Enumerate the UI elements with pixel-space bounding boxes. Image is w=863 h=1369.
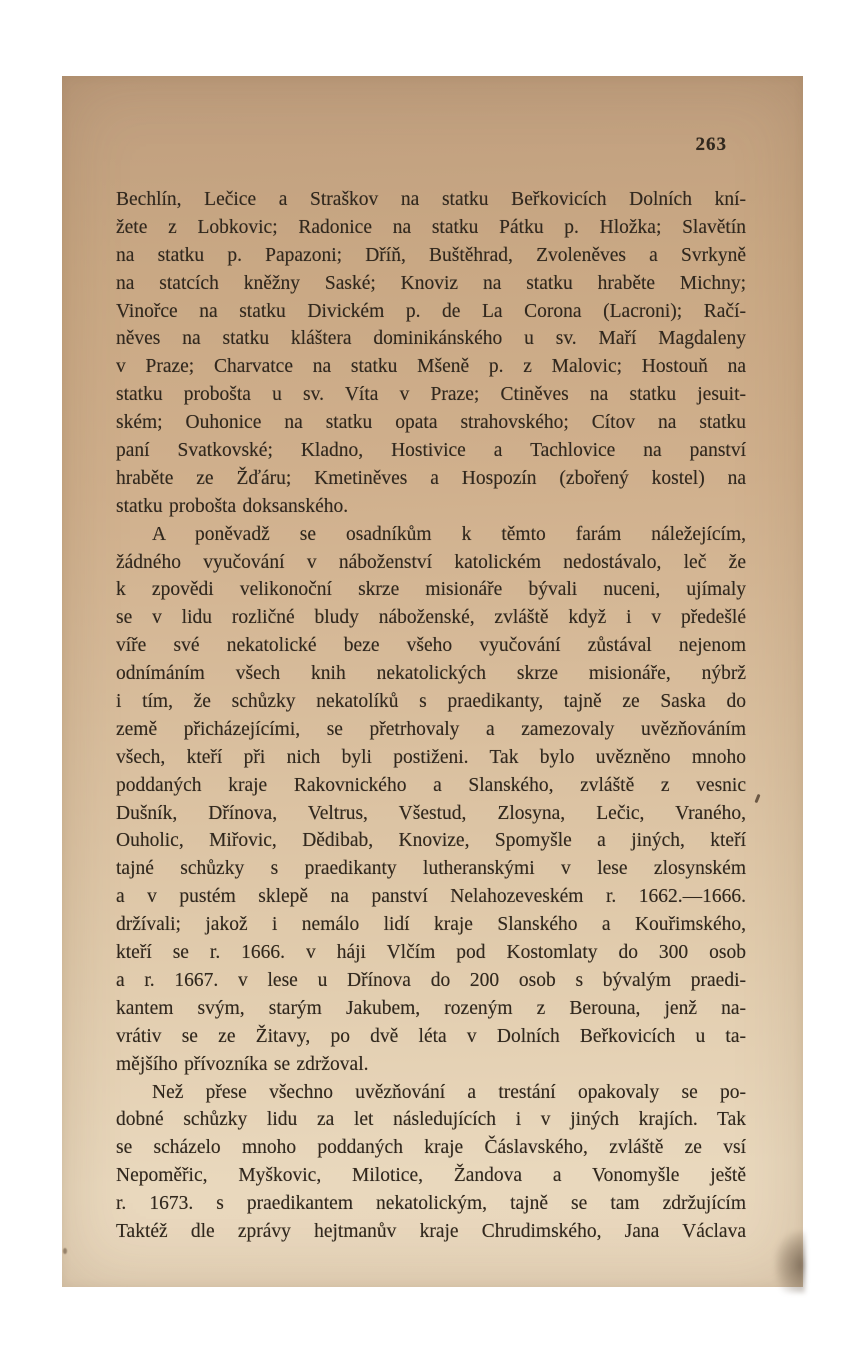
text-line: Taktéž dle zprávy hejtmanův kraje Chrudimského, Jana Václava [116, 1220, 746, 1242]
text-line: tajné schůzky s praedikanty lutheranskými v lese zlosynském [116, 858, 746, 880]
text-line: a v pustém sklepě na panství Nelahozeveském r. 1662.—1666. [116, 886, 746, 908]
text-line: Dušník, Dřínova, Veltrus, Všestud, Zlosyna, Lečic, Vraného, [116, 802, 746, 824]
text-line: paní Svatkovské; Kladno, Hostivice a Tachlovice na panství [116, 440, 746, 462]
text-line: na statcích kněžny Saské; Knoviz na statku hraběte Michny; [116, 272, 746, 294]
text-line: kantem svým, starým Jakubem, rozeným z Berouna, jenž na- [116, 997, 746, 1019]
text-line: a r. 1667. v lese u Dřínova do 200 osob s bývalým praedi- [116, 969, 746, 991]
text-line: se scházelo mnoho poddaných kraje Čáslavského, zvláště ze vsí [116, 1137, 746, 1159]
text-line: statku probošta doksanského. [116, 495, 349, 517]
text-line: se v lidu rozličné bludy náboženské, zvláště když i v předešlé [116, 607, 746, 629]
text-line: země přicházejícími, se přetrhovaly a zamezovaly uvězňováním [116, 718, 746, 740]
text-line: žádného vyučování v náboženství katolickém nedostávalo, leč že [116, 551, 746, 573]
text-line: kteří se r. 1666. v háji Vlčím pod Kostomlaty do 300 osob [116, 942, 746, 964]
text-line: poddaných kraje Rakovnického a Slanského, zvláště z vesnic [116, 774, 746, 796]
text-line: na statku p. Papazoni; Dříň, Buštěhrad, Zvoleněves a Svrkyně [116, 244, 746, 266]
text-line: mějšího přívozníka se zdržoval. [116, 1053, 369, 1075]
text-line: hraběte ze Žďáru; Kmetiněves a Hospozín (zbořený kostel) na [116, 467, 746, 489]
text-line: vrátiv se ze Žitavy, po dvě léta v Dolních Beřkovicích u ta- [116, 1025, 746, 1047]
text-line: statku probošta u sv. Víta v Praze; Ctiněves na statku jesuit- [116, 384, 746, 406]
text-line: v Praze; Charvatce na statku Mšeně p. z Malovic; Hostouň na [116, 356, 746, 378]
margin-mark-artifact [754, 794, 760, 803]
paragraph-2 [116, 521, 746, 1079]
text-line: něves na statku kláštera dominikánského u sv. Maří Magdaleny [116, 328, 746, 350]
text-line: r. 1673. s praedikantem nekatolickým, tajně se tam zdržujícím [116, 1193, 746, 1215]
text-line: všech, kteří při nich byli postiženi. Tak bylo uvězněno mnoho [116, 746, 746, 768]
paragraph-3 [116, 1079, 746, 1246]
text-line: k zpovědi velikonoční skrze misionáře bývali nuceni, ujímaly [116, 579, 746, 601]
book-page [62, 76, 803, 1287]
text-block [116, 186, 746, 1246]
left-speck-artifact [63, 1248, 67, 1254]
text-line: víře své nekatolické beze všeho vyučování zůstával nejenom [116, 635, 746, 657]
text-line: Bechlín, Lečice a Straškov na statku Beřkovicích Dolních kní- [116, 189, 746, 210]
paragraph-1 [116, 186, 746, 521]
text-line: A poněvadž se osadníkům k těmto farám náležejícím, [152, 523, 746, 545]
edge-smudge-artifact [775, 1231, 805, 1293]
text-line: dobné schůzky lidu za let následujících i v jiných krajích. Tak [116, 1109, 746, 1131]
text-line: i tím, že schůzky nekatolíků s praedikanty, tajně ze Saska do [116, 691, 746, 713]
page-number: 263 [695, 134, 727, 155]
text-line: Vinořce na statku Divickém p. de La Corona (Lacroni); Račí- [116, 300, 746, 322]
text-line: Nepoměřic, Myškovic, Milotice, Žandova a Vonomyšle ještě [116, 1165, 746, 1187]
text-line: žete z Lobkovic; Radonice na statku Pátku p. Hložka; Slavětín [116, 216, 746, 238]
text-line: Ouholic, Miřovic, Dědibab, Knovize, Spomyšle a jiných, kteří [116, 830, 746, 852]
text-line: odnímáním všech knih nekatolických skrze misionáře, nýbrž [116, 663, 746, 685]
text-line: Než přese všechno uvězňování a trestání opakovaly se po- [152, 1081, 746, 1103]
text-line: držívali; jakož i nemálo lidí kraje Slanského a Kouřimského, [116, 914, 746, 936]
text-line: ském; Ouhonice na statku opata strahovského; Cítov na statku [116, 412, 746, 434]
